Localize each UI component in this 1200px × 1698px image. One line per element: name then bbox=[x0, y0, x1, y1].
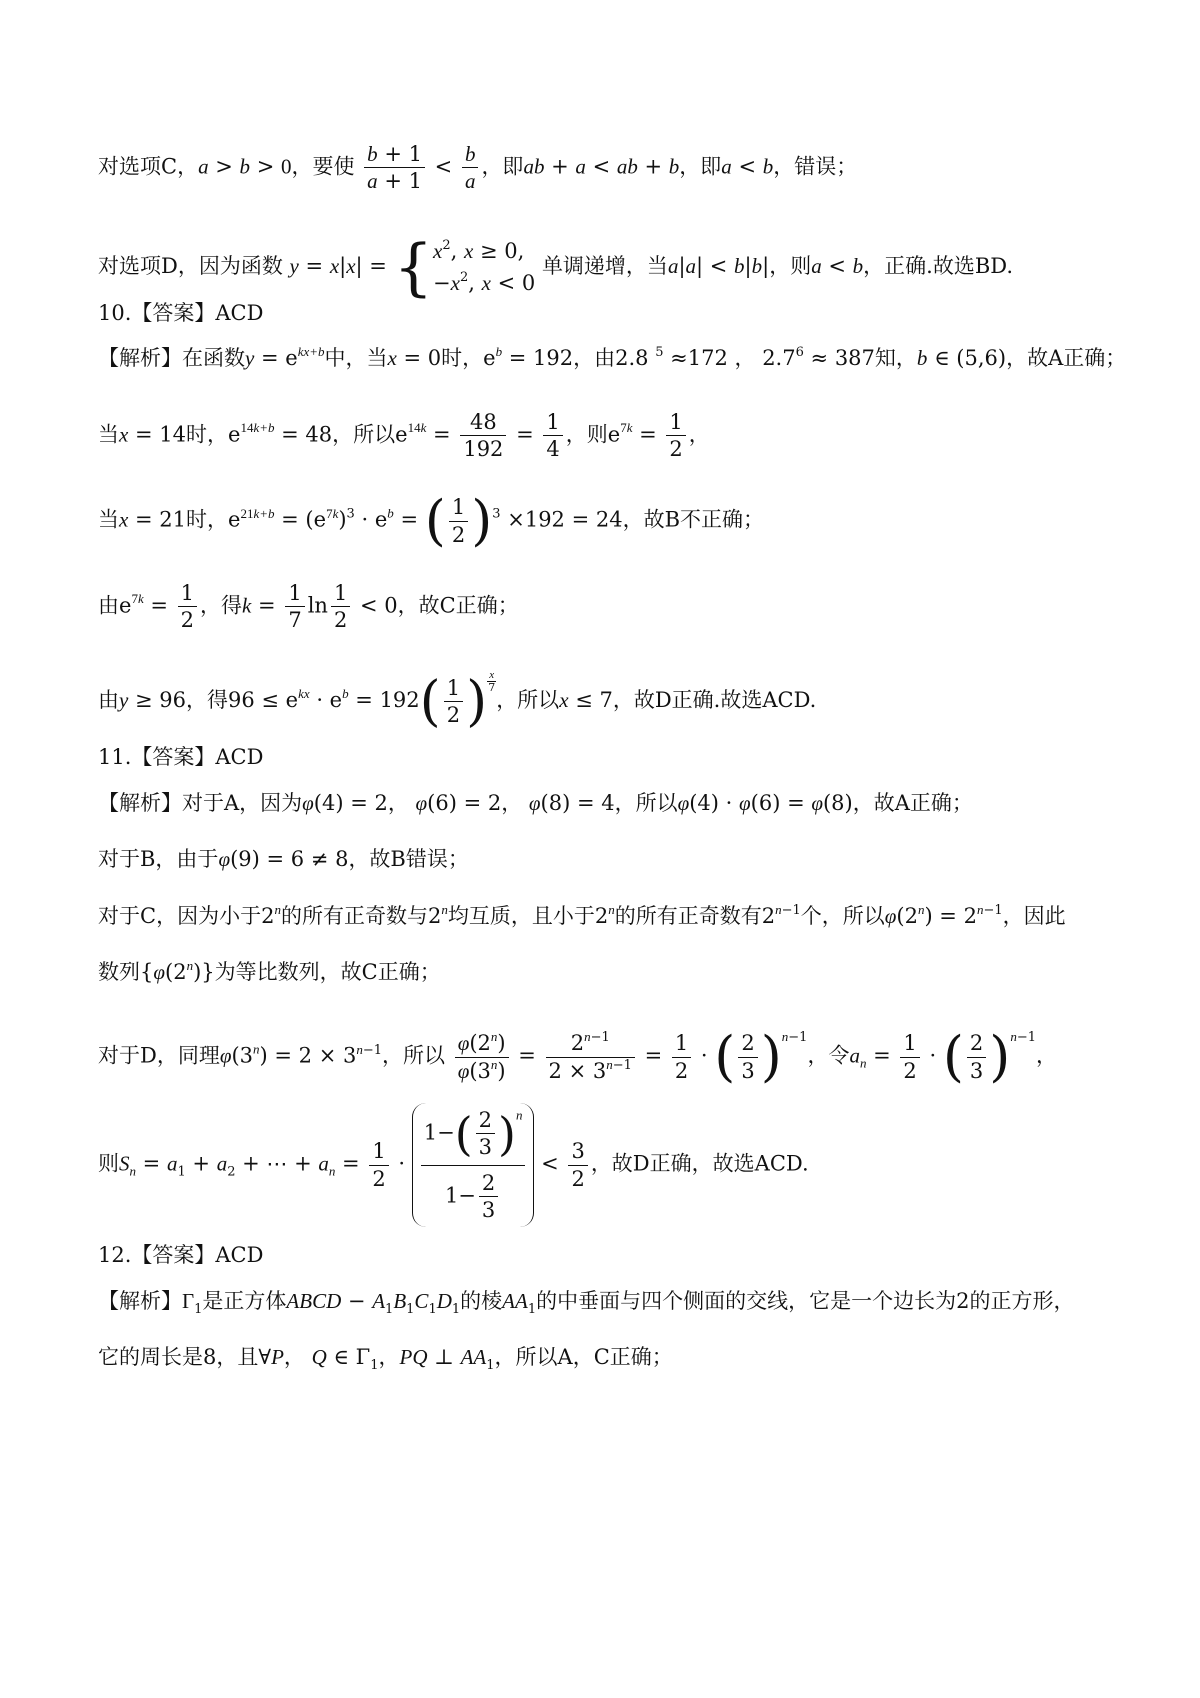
q12-answer: 12.【答案】ACD bbox=[98, 1243, 264, 1267]
q11-line-a: 【解析】对于A，因为φ(4) = 2， φ(6) = 2， φ(8) = 4，所以φ(4) · φ(6) = φ(8)，故A正确； bbox=[98, 791, 973, 815]
q10-line-b: 当x = 14时，$e^{14k+b} = 48$，所以$e^{14k}$ = $\frac{48}{192}$ = $\frac{1}{4}$ ，则$e^{7k}$ = $\frac{1}{2}$ ， bbox=[98, 410, 710, 462]
option-c-line: 对选项C，a > b > 0，要使 $\frac{b + 1}{a + 1}$ < $\frac{b}{a}$ ，即ab + a < ab + b，即a < b，错误； bbox=[98, 142, 858, 194]
q11-answer: 11.【答案】ACD bbox=[98, 745, 264, 769]
q11-line-d: 数列{φ(2$^n$)}为等比数列，故C正确； bbox=[98, 958, 441, 984]
q10-line-d: 由$e^{7k}$ = $\frac{1}{2}$ ，得k = $\frac{1}{7}$ ln $\frac{1}{2}$ < 0，故C正确； bbox=[98, 581, 519, 633]
q12-line-b: 它的周长是8，且∀P， Q ∈ $\Gamma_1$，PQ ⊥ $AA_1$，所以A，C正确； bbox=[98, 1345, 673, 1373]
q10-line-a: 【解析】在函数$y = e^{kx+b}$中，当x = 0时，$e^b = 192$，由2.8 $^5$ ≈172 ， $2.7^6 \approx 387$知，b ∈ (5,6)，故A正确； bbox=[98, 344, 1127, 370]
q11-line-c: 对于C，因为小于2$^n$的所有正奇数与2$^n$均互质，且小于2$^n$的所有正奇数有$2^{n-1}$个，所以$\varphi(2^n) = 2^{n-1}$，因此 bbox=[98, 902, 1066, 928]
q11-line-e: 对于D，同理$\varphi(3^n) = 2 \times 3^{n-1}$，所以 $\frac{\varphi(2^n)}{\varphi(3^n)}$ = $\frac{2^{n-1}}{2 \times 3^{n-1}}$ = $\frac{1}{2}$ · ( $\frac{2}{3}$ )$^{n-1}$，令$a_n$ = $\frac{1}{2}$ · ( $\frac{2}{3}$ )$^{n-1}$， bbox=[98, 1025, 1058, 1088]
q11-line-b: 对于B，由于φ(9) = 6 ≠ 8，故B错误； bbox=[98, 847, 469, 871]
q12-line-a: 【解析】$\Gamma_1$是正方体ABCD − $A_1B_1C_1D_1$的棱$AA_1$的中垂面与四个侧面的交线，它是一个边长为2的正方形， bbox=[98, 1289, 1075, 1317]
q11-line-f: 则$S_n = a_1 + a_2$ + ⋯ + $a_n$ = $\frac{1}{2}$ · 1−( $\frac{2}{3}$ )$^n$ 1− $\frac{2}{3}$ < $\frac{3}{2}$ ，故D正确，故选ACD. bbox=[98, 1103, 809, 1227]
option-d-line: 对选项D，因为函数 y = x|x| = { $x^2$, x ≥ 0, $-x^2$, x < 0 单调递增，当a|a| < b|b|，则a < b，正确.故选BD. bbox=[98, 230, 1014, 304]
q10-line-e: 由y ≥ 96，得$96 \le e^{kx} \cdot e^b = 192$( $\frac{1}{2}$ ) $^{\frac{x}{7}}$ ，所以x ≤ 7，故D正确.故选ACD. bbox=[98, 669, 817, 733]
q10-line-c: 当x = 21时，$e^{21k+b} = (e^{7k})^3 \cdot e^b$ = ( $\frac{1}{2}$ )$^3$ ×192 = 24，故B不正确； bbox=[98, 489, 765, 552]
q10-answer: 10.【答案】ACD bbox=[98, 301, 264, 325]
